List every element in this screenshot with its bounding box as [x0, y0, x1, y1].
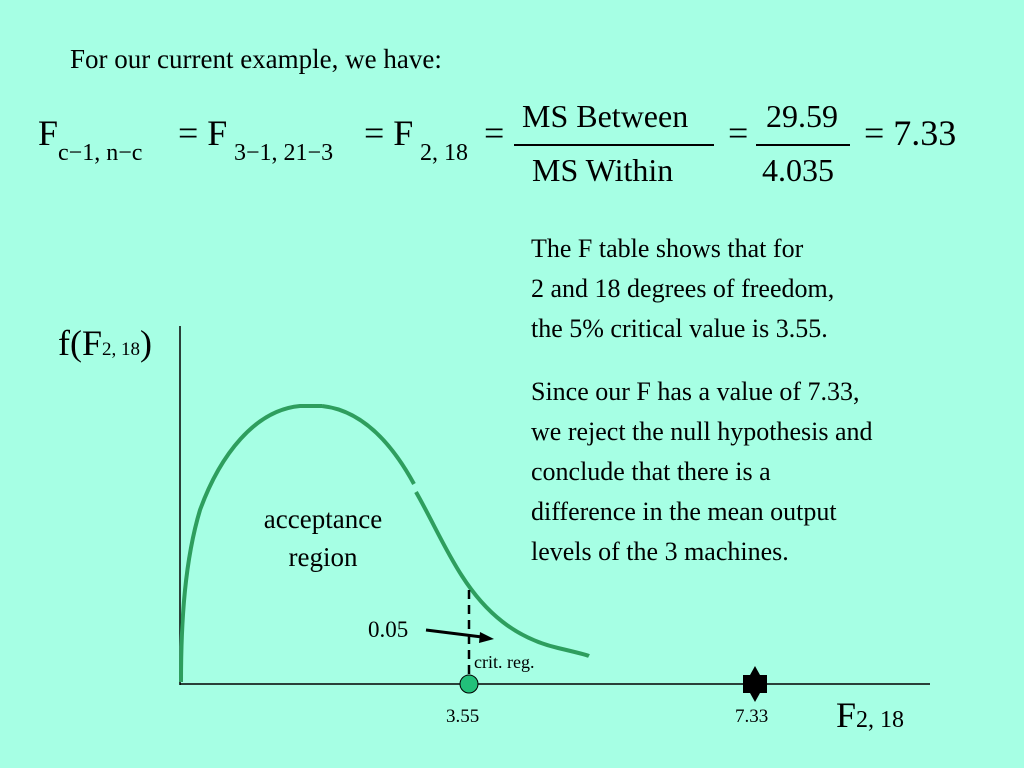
eq-denominator-value: 4.035 — [762, 152, 834, 188]
x-label-sub: 2, 18 — [856, 707, 905, 733]
eq-eq4: = — [728, 113, 749, 153]
alpha-label: 0.05 — [368, 617, 409, 642]
eq-eq1: = F — [178, 113, 228, 153]
y-label-sub: 2, 18 — [102, 339, 140, 360]
critical-value-tick-label: 3.55 — [446, 706, 480, 727]
text-line: levels of the 3 machines. — [531, 537, 789, 566]
region-label-line: region — [288, 542, 358, 572]
x-axis-label — [836, 694, 904, 736]
text-line: 2 and 18 degrees of freedom, — [531, 274, 835, 303]
text-line: Since our F has a value of 7.33, — [531, 377, 860, 406]
eq-numerator-value: 29.59 — [766, 98, 838, 134]
text-line: conclude that there is a — [531, 457, 771, 486]
region-label-line: acceptance — [263, 504, 383, 534]
eq-result: = 7.33 — [864, 113, 957, 153]
text-line: the 5% critical value is 3.55. — [531, 314, 828, 343]
y-axis-label — [58, 322, 152, 364]
eq-f1: F — [38, 113, 59, 153]
text-line: difference in the mean output — [531, 497, 837, 526]
eq-f3-sub: 2, 18 — [420, 140, 468, 166]
text-line: we reject the null hypothesis and — [531, 417, 873, 446]
observed-value-tick-label: 7.33 — [735, 706, 769, 727]
y-label-prefix: f(F — [58, 323, 102, 363]
arrow-head-icon — [479, 632, 494, 643]
eq-numerator-ms-between: MS Between — [522, 98, 689, 134]
eq-f1-sub: c−1, n−c — [58, 140, 143, 166]
critical-region-label: crit. reg. — [474, 652, 535, 672]
observed-star-icon-band — [743, 675, 767, 693]
eq-denominator-ms-within: MS Within — [532, 152, 674, 188]
eq-f2-sub: 3−1, 21−3 — [234, 140, 334, 166]
eq-eq3: = — [484, 113, 505, 153]
intro-text: For our current example, we have: — [70, 44, 442, 74]
critical-value-marker — [460, 675, 478, 693]
x-label-main: F — [836, 695, 857, 735]
text-line: The F table shows that for — [531, 234, 804, 263]
alpha-pointer-arrow — [426, 630, 482, 637]
acceptance-region-label — [250, 500, 396, 576]
y-label-suffix: ) — [140, 323, 152, 363]
eq-eq2: = F — [364, 113, 414, 153]
